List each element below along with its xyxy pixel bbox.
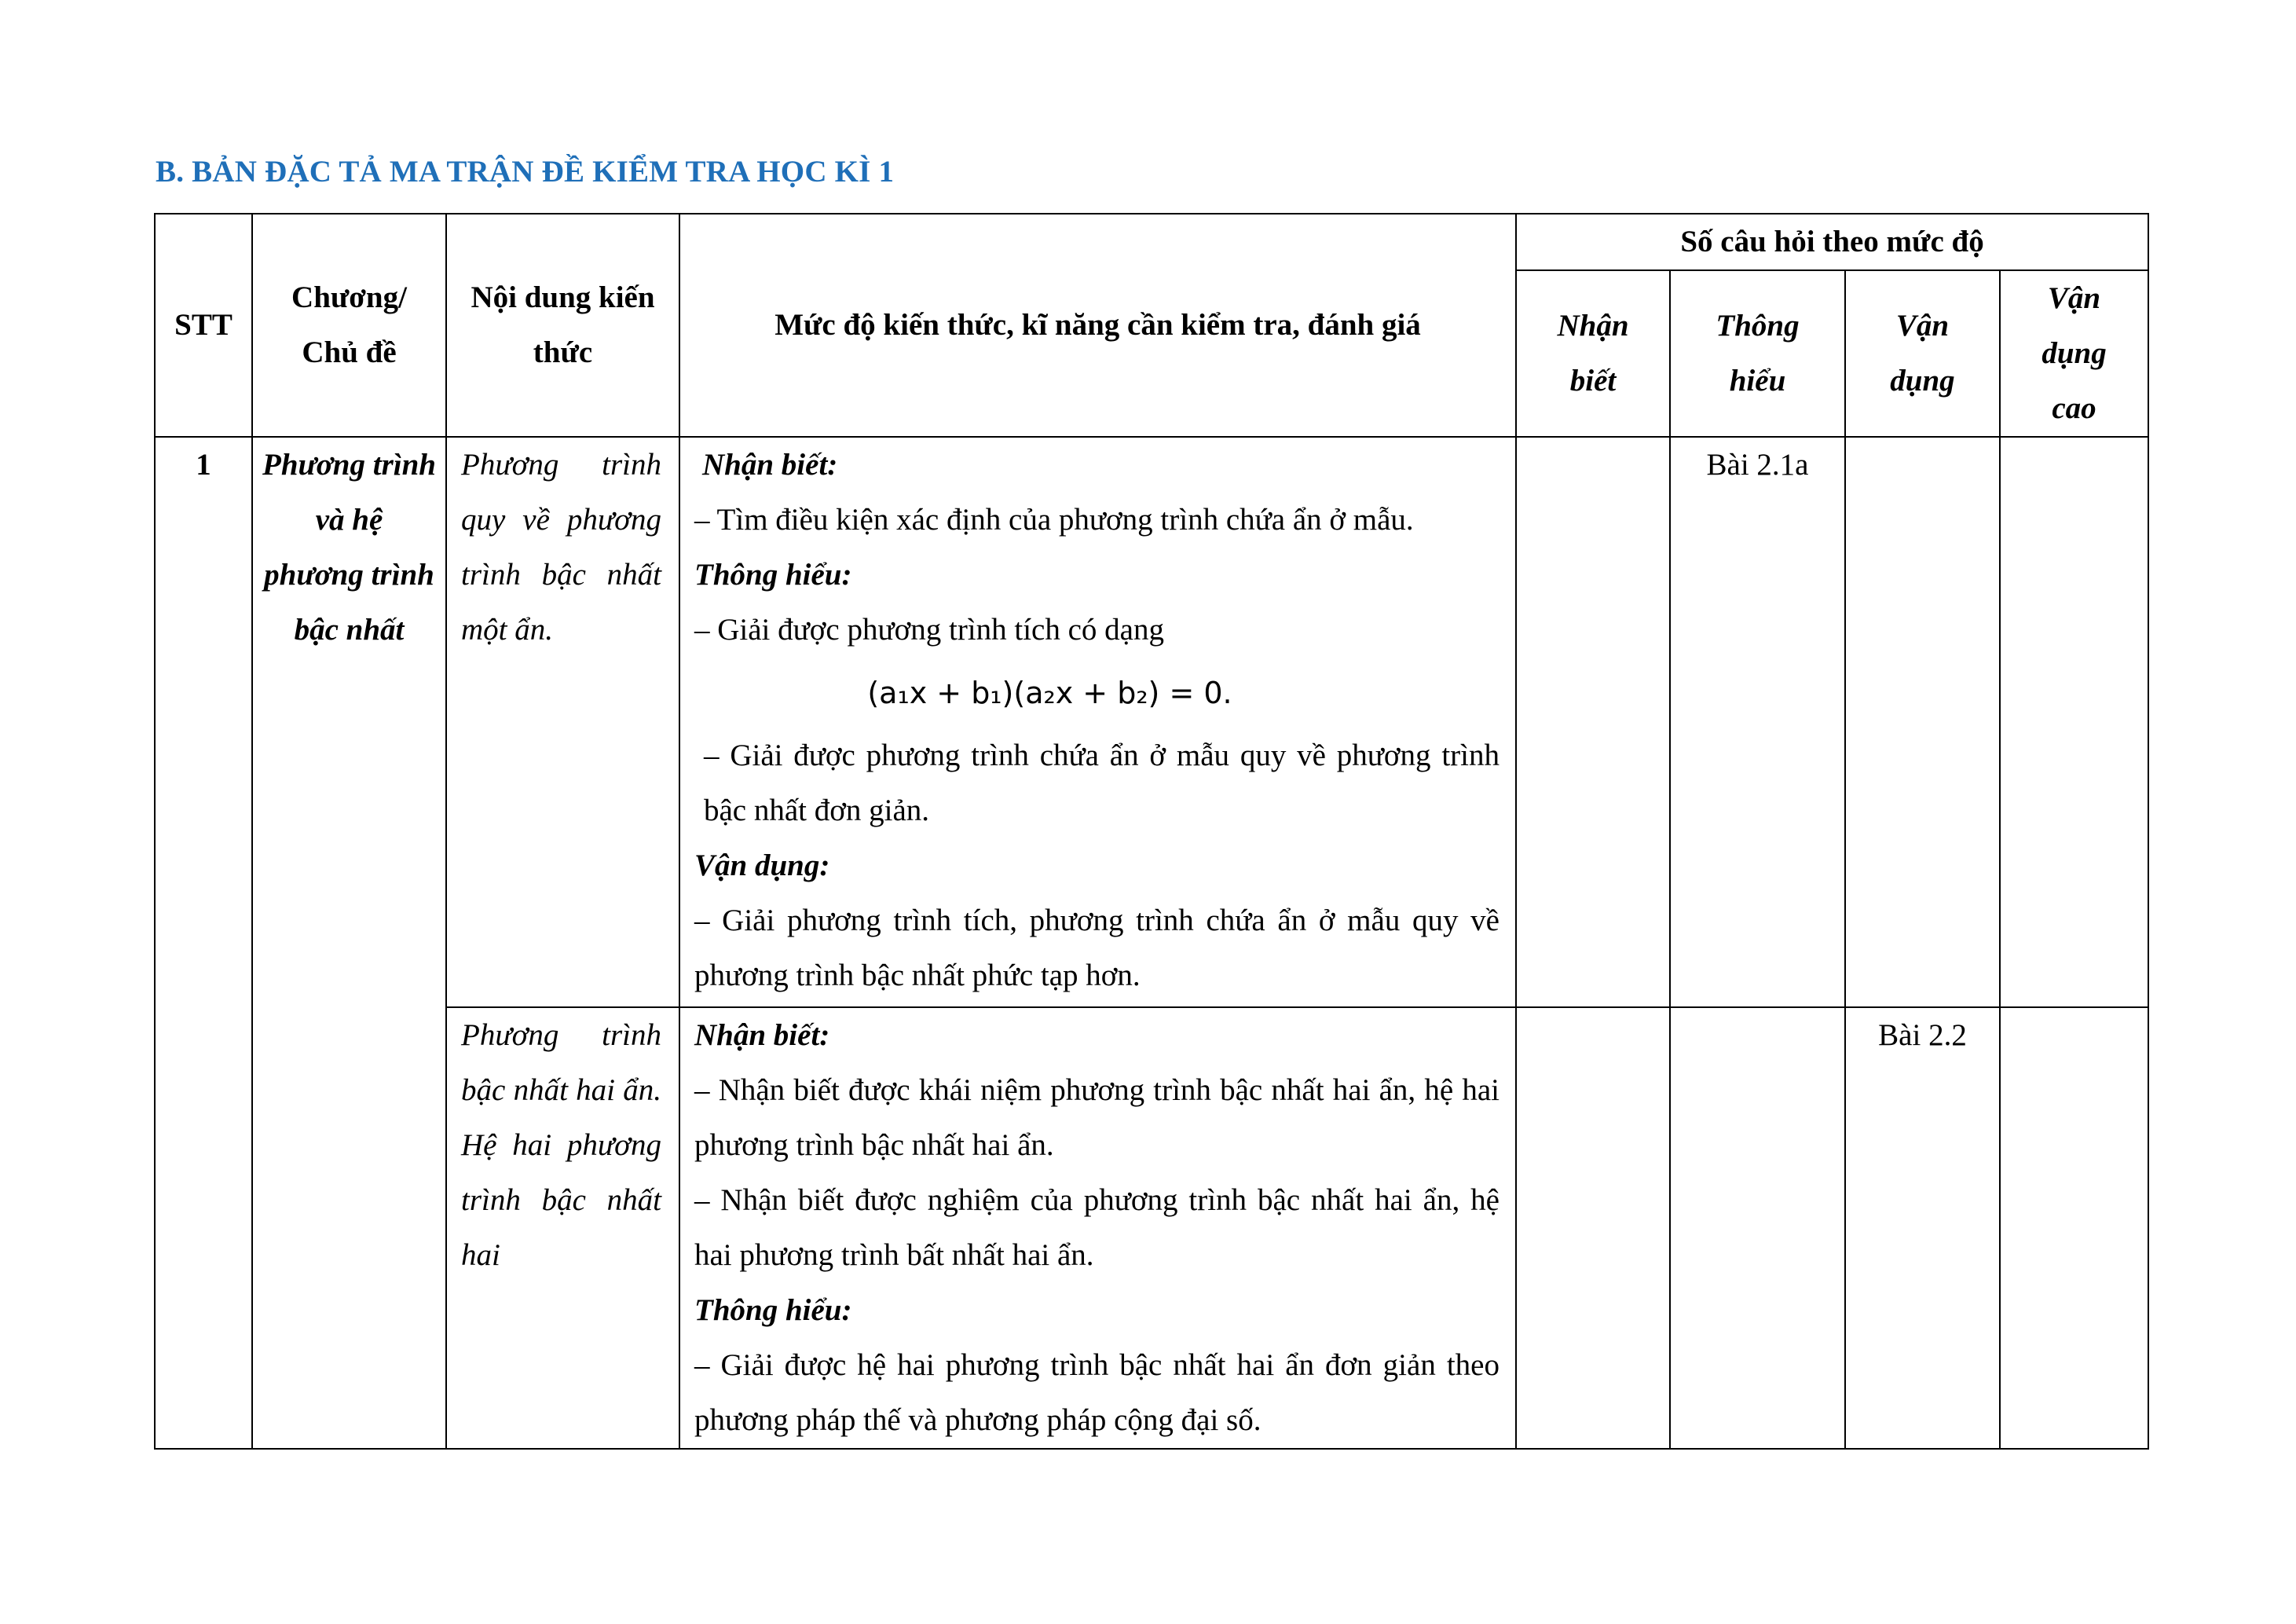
description-line: – Giải được phương trình tích có dạng bbox=[694, 613, 1164, 647]
header-content: Nội dung kiến thức bbox=[446, 214, 679, 437]
row-stt: 1 bbox=[155, 437, 252, 1449]
row-content: Phương trình bậc nhất hai ẩn. Hệ hai phương trình bậc nhất hai bbox=[446, 1007, 679, 1449]
question-van-dung: Bài 2.2 bbox=[1845, 1007, 2000, 1449]
level-label-van-dung: Vận dụng: bbox=[694, 849, 830, 882]
header-row-top bbox=[155, 214, 2148, 270]
question-nhan-biet bbox=[1516, 1007, 1670, 1449]
question-van-dung-cao bbox=[2000, 1007, 2148, 1449]
question-van-dung bbox=[1845, 437, 2000, 1007]
description-line: – Nhận biết được khái niệm phương trình bậc nhất hai ẩn, hệ hai phương trình bậc nhất hai ẩn. bbox=[694, 1073, 1500, 1162]
row-content: Phương trình quy về phương trình bậc nhất một ẩn. bbox=[446, 437, 679, 1007]
specification-matrix-table bbox=[154, 213, 2149, 1450]
row-description bbox=[679, 437, 1516, 1007]
level-label-nhan-biet: Nhận biết: bbox=[702, 448, 838, 482]
header-stt: STT bbox=[155, 214, 252, 437]
header-level-van-dung-cao: Vận dụng cao bbox=[2000, 270, 2148, 437]
description-line: – Giải được phương trình chứa ẩn ở mẫu quy về phương trình bậc nhất đơn giản. bbox=[704, 739, 1500, 827]
question-nhan-biet bbox=[1516, 437, 1670, 1007]
level-label-thong-hieu: Thông hiểu: bbox=[694, 1293, 852, 1327]
row-chapter: Phương trình và hệ phương trình bậc nhất bbox=[252, 437, 446, 1449]
header-description: Mức độ kiến thức, kĩ năng cần kiểm tra, đánh giá bbox=[679, 214, 1516, 437]
description-line: – Giải phương trình tích, phương trình chứa ẩn ở mẫu quy về phương trình bậc nhất phức tạp hơn. bbox=[694, 904, 1500, 992]
document-title: B. BẢN ĐẶC TẢ MA TRẬN ĐỀ KIỂM TRA HỌC KÌ 1 bbox=[156, 155, 895, 189]
header-chapter: Chương/ Chủ đề bbox=[252, 214, 446, 437]
question-thong-hieu: Bài 2.1a bbox=[1670, 437, 1845, 1007]
header-level-thong-hieu: Thông hiểu bbox=[1670, 270, 1845, 437]
description-line: – Nhận biết được nghiệm của phương trình bậc nhất hai ẩn, hệ hai phương trình bất nhất hai ẩn. bbox=[694, 1183, 1500, 1272]
row-description bbox=[679, 1007, 1516, 1449]
level-label-nhan-biet: Nhận biết: bbox=[694, 1018, 830, 1052]
level-label-thong-hieu: Thông hiểu: bbox=[694, 558, 852, 592]
header-level-nhan-biet: Nhận biết bbox=[1516, 270, 1670, 437]
table-row bbox=[155, 1007, 2148, 1449]
table-row bbox=[155, 437, 2148, 1007]
header-question-group: Số câu hỏi theo mức độ bbox=[1516, 214, 2148, 270]
question-thong-hieu bbox=[1670, 1007, 1845, 1449]
header-level-van-dung: Vận dụng bbox=[1845, 270, 2000, 437]
description-line: – Tìm điều kiện xác định của phương trình chứa ẩn ở mẫu. bbox=[694, 503, 1414, 537]
description-line: – Giải được hệ hai phương trình bậc nhất hai ẩn đơn giản theo phương pháp thế và phương pháp cộng đại số. bbox=[694, 1348, 1500, 1437]
question-van-dung-cao bbox=[2000, 437, 2148, 1007]
equation-formula: (a₁x + b₁)(a₂x + b₂) = 0. bbox=[867, 676, 1232, 710]
